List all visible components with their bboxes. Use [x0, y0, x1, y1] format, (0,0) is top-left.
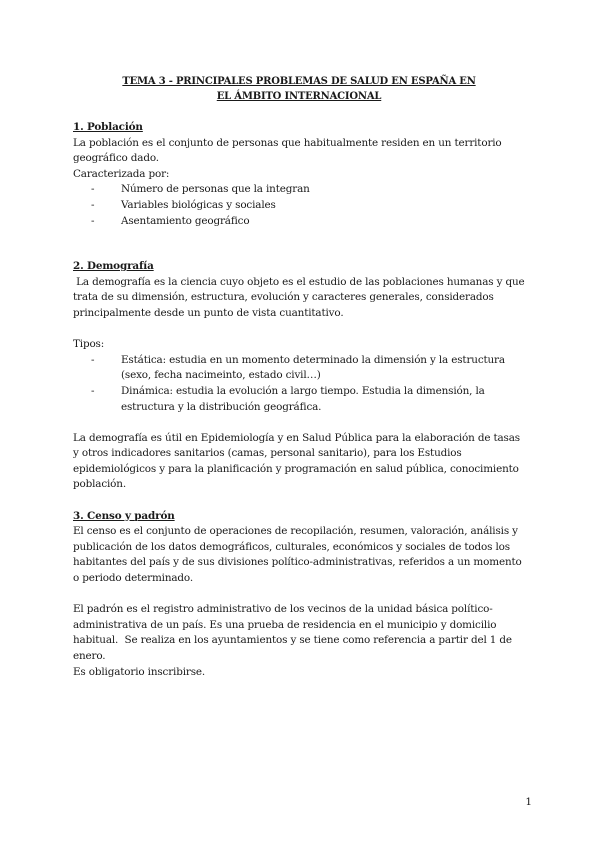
list-item-text: Estática: estudia en un momento determinado la dimensión y la estructura (sexo, fecha nacimeinto, estado civil…): [121, 353, 505, 382]
document-title: [73, 74, 525, 104]
dash-bullet: -: [91, 198, 95, 211]
poblacion-definition: La población es el conjunto de personas que habitualmente residen en un territorio geográfico dado.: [73, 136, 502, 165]
list-item: [91, 198, 525, 214]
section-demografia: [73, 259, 528, 493]
section-heading-demografia: 2. Demografía: [73, 260, 154, 273]
section-poblacion: [73, 120, 525, 229]
list-item: [91, 384, 525, 415]
padron-obligatorio: Es obligatorio inscribirse.: [73, 665, 206, 678]
padron-definition: El padrón es el registro administrativo de los vecinos de la unidad básica político-administrativa de un país. Es una prueba de residencia en el municipio y domicilio habitual. Se realiza en los ayuntamientos y se tiene como referencia a partir del 1 de enero.: [73, 603, 516, 662]
document-page: [73, 74, 528, 680]
poblacion-characteristics-list: [73, 182, 525, 229]
section-heading-poblacion: 1. Población: [73, 121, 143, 133]
section-heading-censo: 3. Censo y padrón: [73, 509, 175, 522]
list-item-text: Número de personas que la integran: [121, 183, 310, 196]
section-censo-padron: [73, 509, 525, 681]
title-line-2: EL ÁMBITO INTERNACIONAL: [216, 91, 382, 102]
demografia-utility: La demografía es útil en Epidemiología y en Salud Pública para la elaboración de tasas y otros indicadores sanitarios (camas, personal sanitario), para los Estudios epidemiológicos y para la planificación y programación en salud pública, conocimiento población.: [73, 431, 520, 491]
tipos-label: Tipos:: [73, 338, 105, 351]
list-item-text: Dinámica: estudia la evolución a largo tiempo. Estudia la dimensión, la estructura y la distribución geográfica.: [121, 384, 485, 413]
page-number: 1: [525, 796, 532, 808]
dash-bullet: -: [91, 214, 95, 227]
demografia-definition: La demografía es la ciencia cuyo objeto es el estudio de las poblaciones humanas y que trata de su dimensión, estructura, evolución y caracteres generales, considerados principalmente desde un punto de vista cuantitativo.: [73, 275, 528, 319]
tipos-list: [73, 353, 525, 415]
poblacion-intro: Caracterizada por:: [73, 167, 170, 180]
list-item-text: Variables biológicas y sociales: [121, 198, 276, 211]
list-item-text: Asentamiento geográfico: [121, 214, 250, 227]
list-item: [91, 214, 525, 230]
censo-definition: El censo es el conjunto de operaciones de recopilación, resumen, valoración, análisis y publicación de los datos demográficos, culturales, económicos y sociales de todos los habitantes del país y de sus divisiones político-administrativas, referidos a un momento o periodo determinado.: [73, 525, 522, 585]
list-item: [91, 353, 525, 384]
dash-bullet: -: [91, 384, 95, 397]
dash-bullet: -: [91, 353, 95, 366]
title-line-1: TEMA 3 - PRINCIPALES PROBLEMAS DE SALUD EN ESPAÑA EN: [122, 76, 476, 87]
list-item: [91, 182, 525, 198]
dash-bullet: -: [91, 183, 95, 196]
